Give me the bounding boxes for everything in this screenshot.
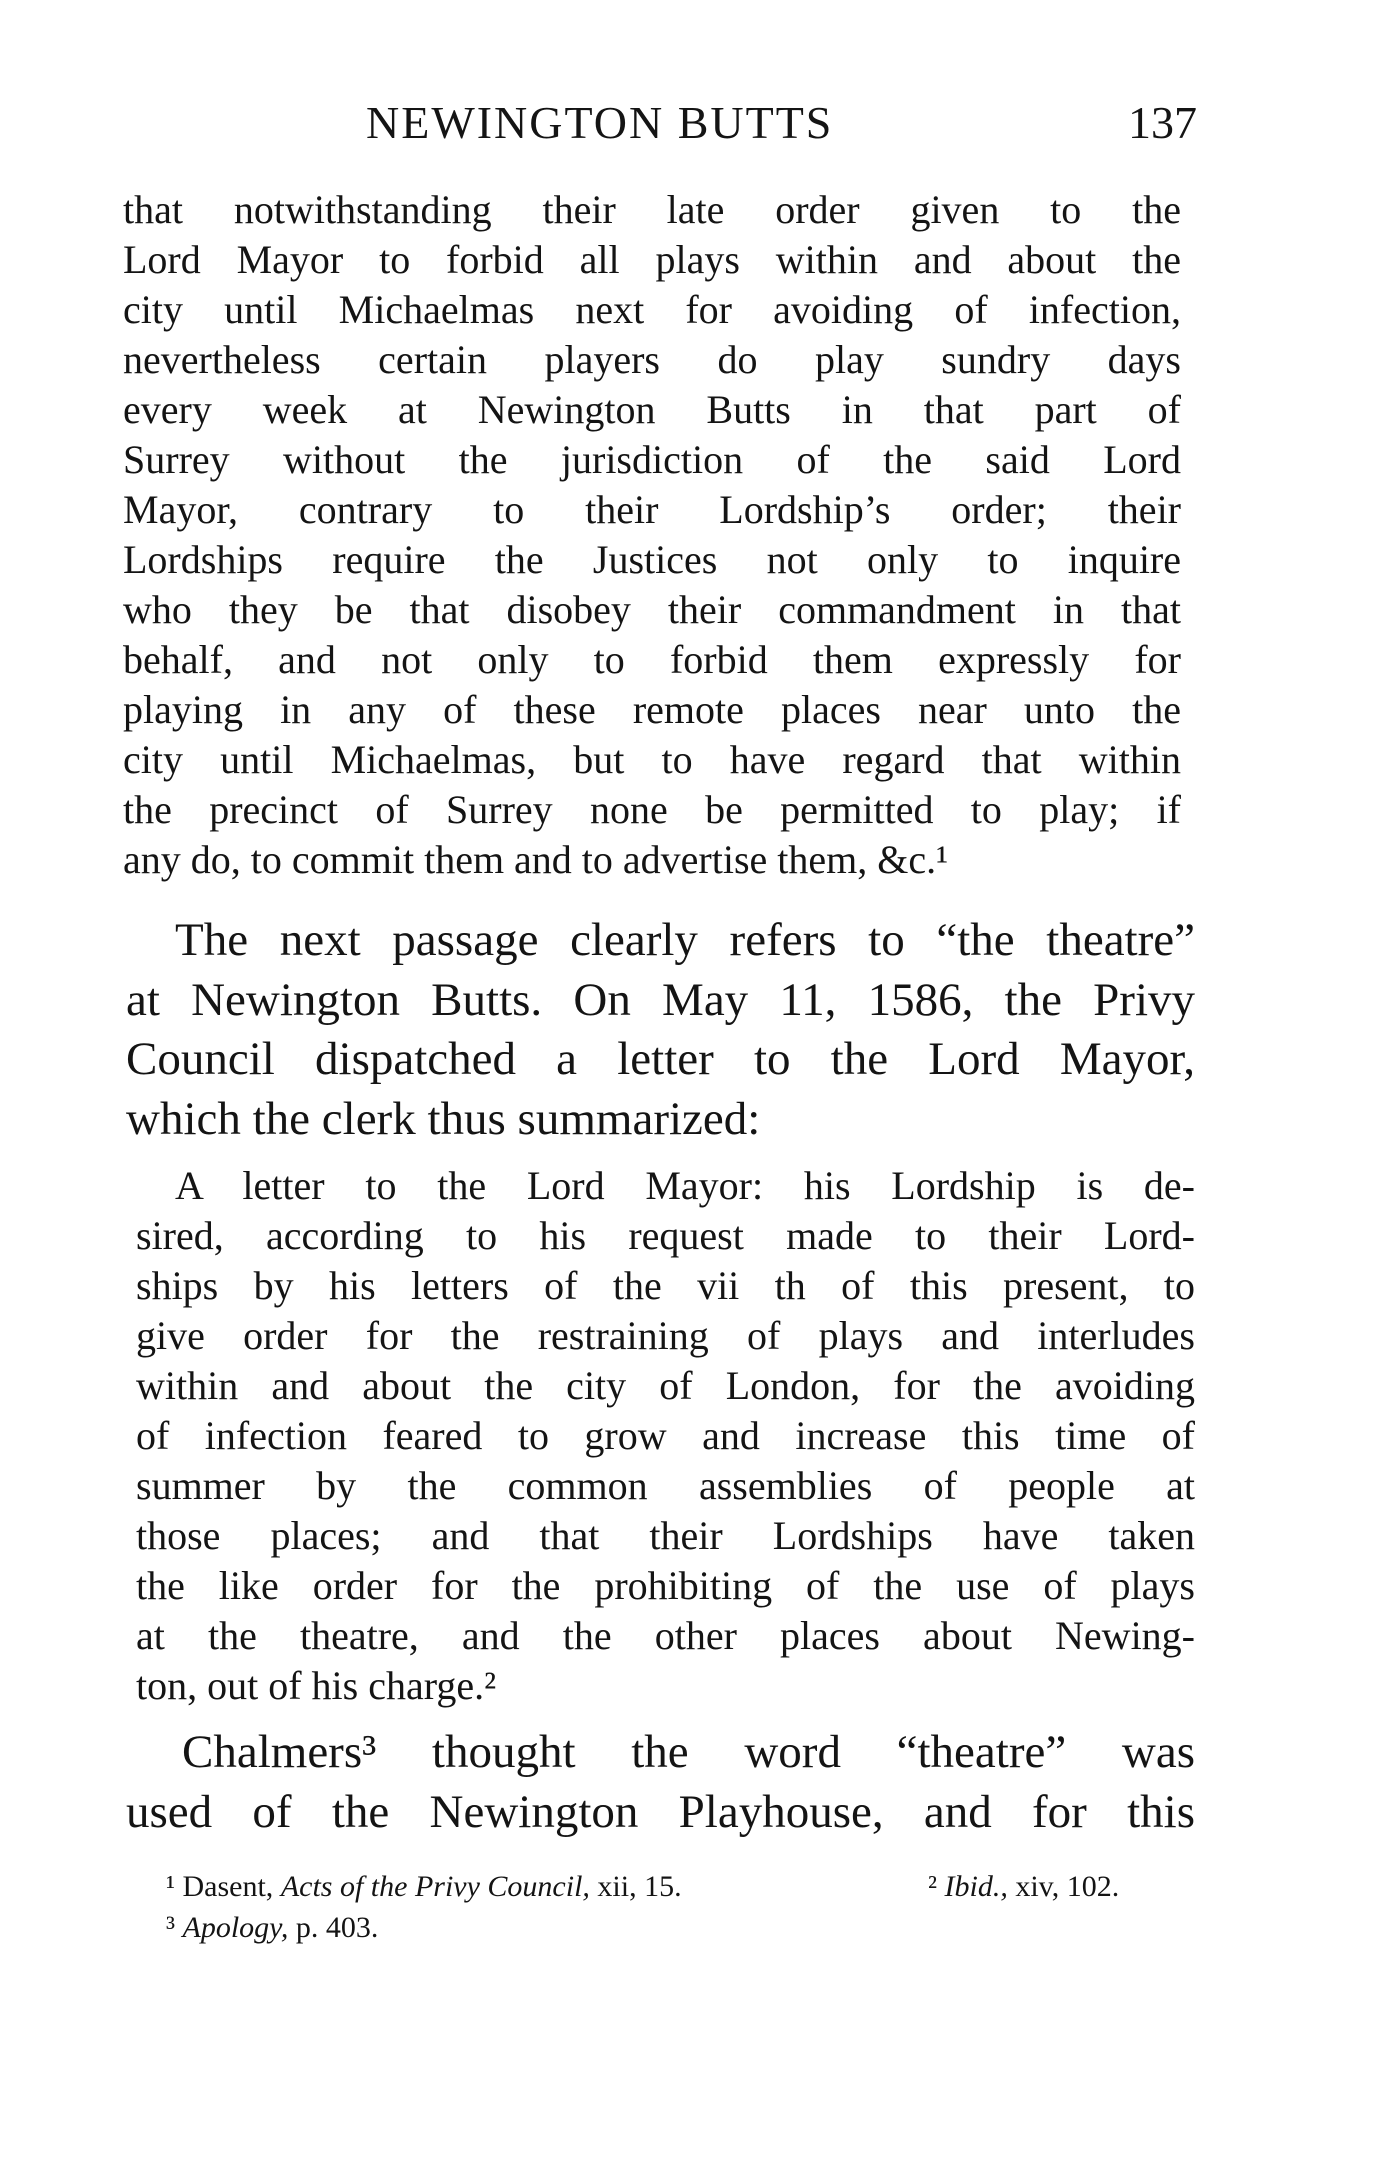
- text-line: those places; and that their Lordships have taken: [136, 1513, 1195, 1558]
- text-line: every week at Newington Butts in that part of: [123, 387, 1181, 432]
- text-line: city until Michaelmas next for avoiding of infection,: [123, 287, 1181, 332]
- text-line: Mayor, contrary to their Lordship’s order; their: [123, 487, 1181, 532]
- footnote-author: Dasent,: [182, 1870, 274, 1903]
- text-line: Chalmers³ thought the word “theatre” was: [182, 1726, 1195, 1778]
- text-line: A letter to the Lord Mayor: his Lordship is de-: [175, 1163, 1195, 1208]
- text-line: Surrey without the jurisdiction of the said Lord: [123, 437, 1181, 482]
- footnote-ref: xii, 15.: [597, 1870, 682, 1903]
- footnote-ref: xiv, 102.: [1015, 1870, 1120, 1903]
- footnote-title: Ibid.,: [944, 1870, 1008, 1903]
- text-line: who they be that disobey their commandment in that: [123, 587, 1181, 632]
- text-line: Lord Mayor to forbid all plays within and about the: [123, 237, 1181, 282]
- text-line: at Newington Butts. On May 11, 1586, the Privy: [126, 973, 1195, 1026]
- text-line: any do, to commit them and to advertise them, &c.¹: [123, 837, 949, 882]
- footnote-title: Apology,: [182, 1911, 289, 1944]
- text-line: The next passage clearly refers to “the theatre”: [175, 914, 1195, 966]
- footnote-marker: ²: [928, 1870, 937, 1903]
- text-line: which the clerk thus summarized:: [126, 1092, 761, 1145]
- text-line: give order for the restraining of plays and interludes: [136, 1313, 1195, 1358]
- footnote-marker: ³: [166, 1911, 175, 1944]
- running-title: NEWINGTON BUTTS: [366, 97, 834, 148]
- page-number: 137: [1128, 97, 1197, 148]
- text-line: behalf, and not only to forbid them expressly for: [123, 637, 1181, 682]
- text-line: the like order for the prohibiting of the use of plays: [136, 1563, 1195, 1608]
- text-line: ships by his letters of the vii th of this present, to: [136, 1263, 1195, 1308]
- text-line: sired, according to his request made to their Lord-: [136, 1213, 1195, 1258]
- text-line: of infection feared to grow and increase this time of: [136, 1413, 1195, 1458]
- footnote-ref: p. 403.: [295, 1911, 379, 1944]
- text-line: the precinct of Surrey none be permitted to play; if: [123, 787, 1181, 832]
- text-line: at the theatre, and the other places about Newing-: [136, 1613, 1195, 1658]
- text-line: Lordships require the Justices not only to inquire: [123, 537, 1181, 582]
- text-line: used of the Newington Playhouse, and for this: [126, 1786, 1195, 1838]
- text-line: summer by the common assemblies of people at: [136, 1463, 1195, 1508]
- footnote-3: [166, 1908, 378, 1948]
- footnote-2: [928, 1867, 1119, 1907]
- text-line: city until Michaelmas, but to have regard that within: [123, 737, 1181, 782]
- text-line: within and about the city of London, for the avoiding: [136, 1363, 1195, 1408]
- text-line: nevertheless certain players do play sundry days: [123, 337, 1181, 382]
- text-line: that notwithstanding their late order given to the: [123, 187, 1181, 232]
- footnote-marker: ¹: [166, 1870, 175, 1903]
- footnote-title: Acts of the Privy Council,: [280, 1870, 590, 1903]
- text-line: ton, out of his charge.²: [136, 1663, 497, 1708]
- footnote-1: [166, 1867, 682, 1907]
- text-line: Council dispatched a letter to the Lord Mayor,: [126, 1033, 1195, 1085]
- text-line: playing in any of these remote places near unto the: [123, 687, 1181, 732]
